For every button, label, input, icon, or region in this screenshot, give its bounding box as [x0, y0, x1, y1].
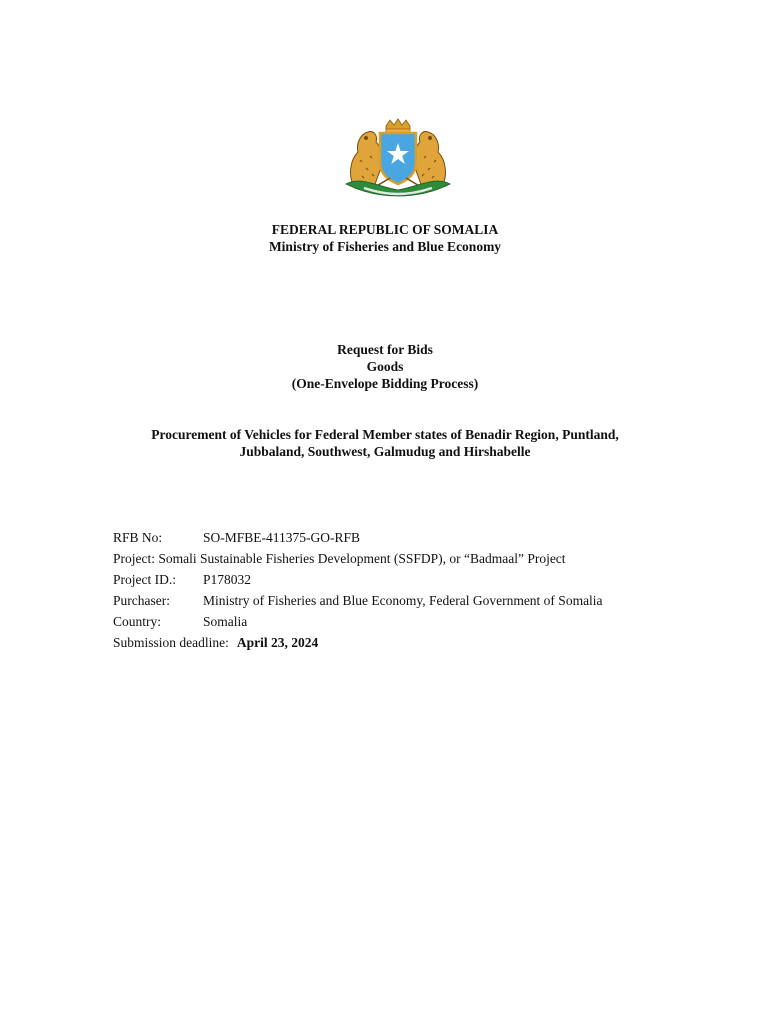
- project-line: Project: Somali Sustainable Fisheries Development (SSFDP), or “Badmaal” Project: [113, 551, 566, 566]
- rfb-heading: Request for Bids: [337, 342, 433, 357]
- goods-heading: Goods: [366, 359, 404, 374]
- coat-of-arms-icon: [340, 116, 456, 200]
- header-block: [0, 221, 770, 255]
- country-value: Somalia: [203, 614, 248, 629]
- deadline-value: April 23, 2024: [236, 635, 319, 650]
- country-label: Country:: [113, 614, 162, 629]
- country-heading: FEDERAL REPUBLIC OF SOMALIA: [271, 222, 499, 237]
- project-id-row: [113, 569, 566, 590]
- ministry-heading: Ministry of Fisheries and Blue Economy: [268, 239, 502, 254]
- procurement-title-line2: Jubbaland, Southwest, Galmudug and Hirshabelle: [239, 444, 531, 459]
- procurement-title-line1: Procurement of Vehicles for Federal Member states of Benadir Region, Puntland,: [151, 427, 619, 442]
- details-block: [113, 527, 603, 653]
- rfb-no-label: RFB No:: [113, 530, 163, 545]
- project-id-value: P178032: [203, 572, 252, 587]
- purchaser-value: Ministry of Fisheries and Blue Economy, Federal Government of Somalia: [203, 593, 603, 608]
- project-id-label: Project ID.:: [113, 572, 176, 587]
- rfb-no-row: [113, 527, 566, 548]
- country-row: [113, 611, 566, 632]
- rfb-no-value: SO-MFBE-411375-GO-RFB: [203, 530, 361, 545]
- project-row: [113, 548, 566, 569]
- deadline-row: [113, 632, 566, 653]
- purchaser-row: [113, 590, 603, 611]
- procurement-title: [0, 426, 770, 460]
- rfb-block: [0, 341, 770, 392]
- purchaser-label: Purchaser:: [113, 593, 170, 608]
- deadline-label: Submission deadline:: [113, 635, 229, 650]
- bidding-process-heading: (One-Envelope Bidding Process): [291, 376, 479, 391]
